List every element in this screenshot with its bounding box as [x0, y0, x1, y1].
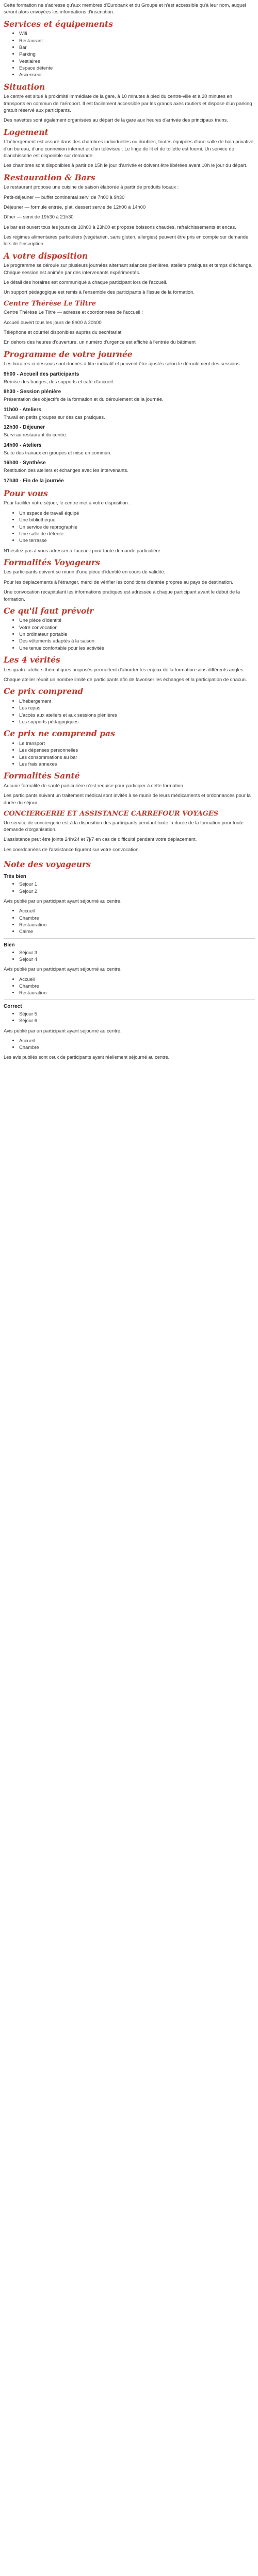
comprend-item: • Les repas	[19, 704, 255, 711]
formalites-title: Formalités Voyageurs	[4, 557, 100, 567]
pourvous-text: Pour faciliter votre séjour, le centre met à votre disposition :	[4, 500, 131, 506]
restauration-text: Le restaurant propose une cuisine de saison élaborée à partir de produits locaux :	[4, 184, 179, 190]
deroulement-title: Programme de votre journée	[4, 349, 133, 359]
review-criterion: • Restauration	[19, 921, 255, 928]
insurance-text: Les participants suivant un traitement médical sont invités à se munir de leurs médicaments et ordonnances pour la durée du séjour.	[4, 792, 251, 805]
review-text: Avis publié par un participant ayant séjourné au centre.	[4, 897, 122, 904]
contact-text: Centre Thérèse Le Tiltre — adresse et coordonnées de l'accueil :	[4, 309, 143, 315]
page	[0, 0, 258, 1069]
restauration-item: Petit-déjeuner — buffet continental servi de 7h00 à 9h30	[4, 194, 125, 200]
review-criterion: • Chambre	[19, 1044, 255, 1050]
service-item: • Bar	[19, 44, 255, 50]
review-date: • Séjour 5	[19, 1010, 255, 1017]
schedule-slot	[4, 423, 255, 438]
prevoir-item: • Des vêtements adaptés à la saison	[19, 637, 255, 644]
service-item: • Ascenseur	[19, 71, 255, 78]
pourvous-item: • Une terrasse	[19, 537, 255, 544]
review-criteria	[4, 907, 255, 935]
slot-time: 9h00 - Accueil des participants	[4, 371, 79, 377]
conciergerie-text: L'assistance peut être jointe 24h/24 et 7j/7 en cas de difficulté pendant votre déplacement.	[4, 836, 197, 842]
atelier-text: Les quatre ateliers thématiques proposés permettent d'aborder les enjeux de la formation sous différents angles.	[4, 666, 245, 672]
schedule-slot	[4, 442, 255, 456]
pourvous-item: • Un service de reprographie	[19, 523, 255, 530]
pourvous-item: • Une bibliothèque	[19, 516, 255, 523]
divider	[4, 999, 255, 1000]
review-block	[4, 873, 255, 935]
services-title: Services et équipements	[4, 19, 113, 29]
atelier-text: Chaque atelier réunit un nombre limité de participants afin de favoriser les échanges et la participation de chacun.	[4, 676, 247, 683]
review-date: • Séjour 4	[19, 956, 255, 962]
conciergerie-text: Un service de conciergerie est à la disposition des participants pendant toute la durée de la formation pour toute demande d'organisation.	[4, 819, 244, 832]
review-title: Correct	[4, 1003, 22, 1009]
conciergerie-title: CONCIERGERIE ET ASSISTANCE CARREFOUR VOYAGES	[4, 810, 219, 818]
review-criterion: • Accueil	[19, 1037, 255, 1044]
review-dates	[4, 1010, 255, 1024]
review-date: • Séjour 6	[19, 1017, 255, 1024]
review-text: Avis publié par un participant ayant séjourné au centre.	[4, 966, 122, 972]
review-title: Très bien	[4, 873, 26, 879]
pourvous-item: • Une salle de détente	[19, 530, 255, 537]
services-list	[4, 30, 255, 78]
comprendpas-item: • Les dépenses personnelles	[19, 747, 255, 753]
slot-desc: Travail en petits groupes sur des cas pratiques.	[4, 414, 105, 420]
prevoir-item: • Un ordinateur portable	[19, 631, 255, 637]
review-criterion: • Accueil	[19, 907, 255, 914]
review-criterion: • Chambre	[19, 914, 255, 921]
service-item: • Wifi	[19, 30, 255, 37]
prevoir-item: • Votre convocation	[19, 624, 255, 631]
reviews-footer: Les avis publiés sont ceux de participants ayant réellement séjourné au centre.	[4, 1054, 170, 1060]
pourvous-list	[4, 510, 255, 544]
comprend-item: • L'hébergement	[19, 698, 255, 704]
comprendpas-item: • Les frais annexes	[19, 760, 255, 767]
prevoir-list	[4, 617, 255, 651]
review-criteria	[4, 976, 255, 996]
comprend-title: Ce prix comprend	[4, 686, 84, 697]
slot-desc: Restitution des ateliers et échanges avec les intervenants.	[4, 467, 128, 473]
service-item: • Parking	[19, 50, 255, 57]
situation-text: Des navettes sont également organisées au départ de la gare aux heures d'arrivée des principaux trains.	[4, 117, 228, 123]
programme-text: Le détail des horaires est communiqué à chaque participant lors de l'accueil.	[4, 279, 168, 285]
conciergerie-text: Les coordonnées de l'assistance figurent sur votre convocation.	[4, 846, 140, 852]
contact-line: Téléphone et courriel disponibles auprès du secrétariat	[4, 329, 122, 335]
atelier-title: Les 4 vérités	[4, 655, 60, 665]
slot-desc: Servi au restaurant du centre.	[4, 432, 68, 438]
deroulement-text: Les horaires ci-dessous sont donnés à titre indicatif et peuvent être ajustés selon le déroulement des sessions.	[4, 361, 241, 367]
slot-desc: Suite des travaux en groupes et mise en commun.	[4, 449, 111, 455]
formalites-text: Pour les déplacements à l'étranger, merci de vérifier les conditions d'entrée propres au pays de destination.	[4, 579, 233, 585]
service-item: • Restaurant	[19, 37, 255, 44]
schedule-slot	[4, 370, 255, 385]
schedule-slot	[4, 388, 255, 403]
review-criterion: • Calme	[19, 928, 255, 935]
schedule	[4, 370, 255, 485]
comprend-list	[4, 698, 255, 725]
programme-title: A votre disposition	[4, 250, 88, 261]
review-date: • Séjour 1	[19, 880, 255, 887]
logement-title: Logement	[4, 127, 49, 137]
contact-title: Centre Thérèse Le Tiltre	[4, 299, 96, 308]
slot-time: 11h00 - Ateliers	[4, 406, 42, 413]
programme-text: Le programme se déroule sur plusieurs journées alternant séances plénières, ateliers pratiques et temps d'échange. Chaque session est animée par des intervenants expérimentés.	[4, 262, 253, 275]
review-date: • Séjour 2	[19, 888, 255, 894]
review-criterion: • Accueil	[19, 976, 255, 982]
review-block	[4, 942, 255, 996]
pourvous-title: Pour vous	[4, 488, 48, 498]
review-dates	[4, 880, 255, 894]
slot-time: 16h00 - Synthèse	[4, 460, 46, 466]
divider	[4, 938, 255, 939]
slot-time: 9h30 - Session plénière	[4, 389, 61, 395]
comprendpas-title: Ce prix ne comprend pas	[4, 728, 115, 739]
restauration-title: Restauration & Bars	[4, 172, 95, 182]
pourvous-item: • Un espace de travail équipé	[19, 510, 255, 516]
slot-desc: Présentation des objectifs de la formation et du déroulement de la journée.	[4, 396, 164, 402]
formalites-text: Les participants doivent se munir d'une pièce d'identité en cours de validité.	[4, 569, 166, 575]
review-criterion: • Restauration	[19, 989, 255, 996]
restauration-text: Le bar est ouvert tous les jours de 10h00 à 23h00 et propose boissons chaudes, rafraîchissements et encas.	[4, 224, 236, 230]
slot-time: 12h30 - Déjeuner	[4, 425, 45, 431]
formalites-text: Une convocation récapitulant les informations pratiques est adressée à chaque participant avant le début de la formation.	[4, 589, 240, 602]
restauration-item: Déjeuner — formule entrée, plat, dessert servie de 12h00 à 14h00	[4, 204, 146, 210]
review-text: Avis publié par un participant ayant séjourné au centre.	[4, 1027, 122, 1033]
schedule-slot	[4, 477, 255, 485]
comprend-item: • Les supports pédagogiques	[19, 718, 255, 725]
review-title: Bien	[4, 942, 15, 948]
pourvous-text: N'hésitez pas à vous adresser à l'accueil pour toute demande particulière.	[4, 547, 162, 553]
comprendpas-item: • Le transport	[19, 740, 255, 747]
logement-text: L'hébergement est assuré dans des chambres individuelles ou doubles, toutes équipées d'une salle de bain privative, d'un bureau, d'une connexion internet et d'un téléviseur. Le linge de lit et de toilette est fourni. Un service de blanchisserie est disponible sur demande.	[4, 139, 255, 158]
review-block	[4, 1003, 255, 1051]
restauration-item: Dîner — servi de 19h30 à 21h30	[4, 214, 74, 220]
comprendpas-item: • Les consommations au bar	[19, 754, 255, 760]
review-date: • Séjour 3	[19, 949, 255, 956]
insurance-title: Formalités Santé	[4, 771, 80, 781]
comprendpas-list	[4, 740, 255, 767]
slot-desc: Remise des badges, des supports et café d'accueil.	[4, 378, 114, 384]
situation-text: Le centre est situé à proximité immédiate de la gare, à 10 minutes à pied du centre-ville et à 20 minutes en transports en commun de l'aéroport. Il est facilement accessible par les grands axes routiers et dispose d'un parking gratuit réservé aux participants.	[4, 93, 252, 113]
service-item: • Espace détente	[19, 64, 255, 71]
schedule-slot	[4, 406, 255, 421]
review-criteria	[4, 1037, 255, 1051]
intro-text: Cette formation ne s'adresse qu'aux membres d'Eurobank et du Groupe et n'est accessible qu'à leur nom, auquel seront alors envoyées les informations d'inscription.	[4, 2, 246, 15]
review-dates	[4, 949, 255, 963]
schedule-slot	[4, 459, 255, 474]
reviews-title: Note des voyageurs	[4, 859, 91, 869]
review-criterion: • Chambre	[19, 982, 255, 989]
contact-line: En dehors des heures d'ouverture, un numéro d'urgence est affiché à l'entrée du bâtiment	[4, 339, 196, 345]
prevoir-title: Ce qu'il faut prévoir	[4, 605, 94, 616]
logement-text: Les chambres sont disponibles à partir de 15h le jour d'arrivée et doivent être libérées avant 10h le jour du départ.	[4, 162, 248, 168]
programme-text: Un support pédagogique est remis à l'ensemble des participants à l'issue de la formation.	[4, 289, 195, 295]
insurance-text: Aucune formalité de santé particulière n'est requise pour participer à cette formation.	[4, 782, 185, 788]
slot-time: 14h00 - Ateliers	[4, 442, 42, 448]
slot-time: 17h30 - Fin de la journée	[4, 478, 64, 484]
reviews-section	[4, 859, 255, 1061]
contact-line: Accueil ouvert tous les jours de 8h00 à 20h00	[4, 319, 102, 325]
prevoir-item: • Une tenue confortable pour les activités	[19, 645, 255, 651]
restauration-text: Les régimes alimentaires particuliers (végétarien, sans gluten, allergies) peuvent être pris en compte sur demande lors de l'inscription.	[4, 233, 249, 247]
service-item: • Vestiaires	[19, 58, 255, 64]
prevoir-item: • Une pièce d'identité	[19, 617, 255, 623]
situation-title: Situation	[4, 81, 45, 92]
comprend-item: • L'accès aux ateliers et aux sessions plénières	[19, 711, 255, 718]
